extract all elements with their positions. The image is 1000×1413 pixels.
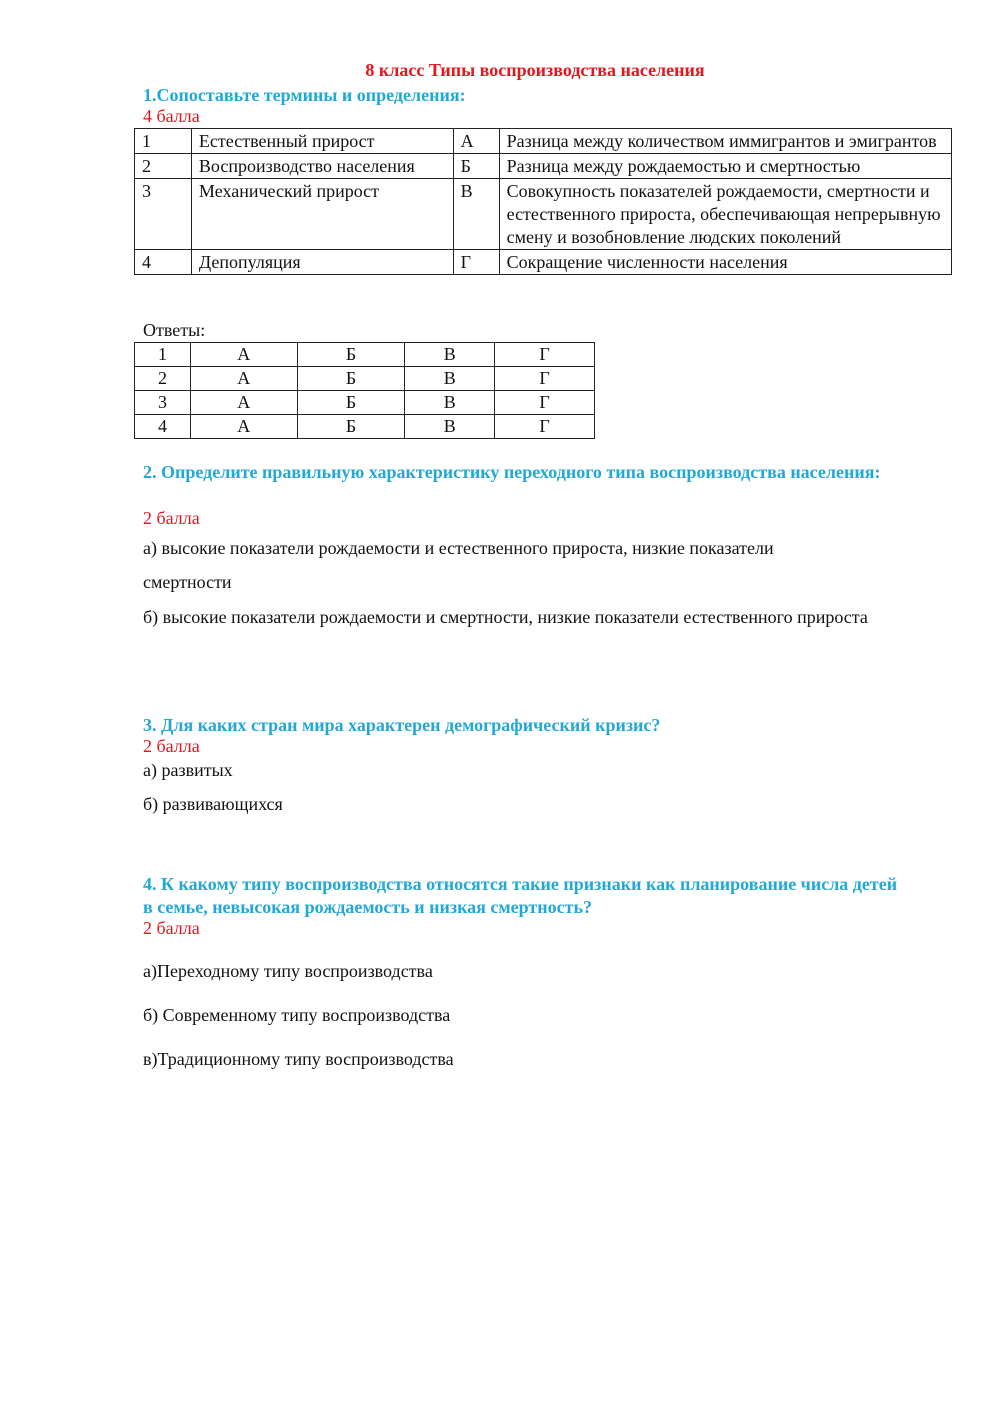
matching-table bbox=[134, 128, 952, 275]
answer-cell[interactable]: А bbox=[190, 367, 297, 391]
answer-cell[interactable]: Б bbox=[297, 415, 405, 439]
q3-option-b[interactable]: б) развивающихся bbox=[143, 794, 283, 814]
table-row bbox=[135, 415, 595, 439]
q4-points: 2 балла bbox=[143, 918, 200, 938]
letter-cell: А bbox=[453, 129, 499, 154]
answer-cell[interactable]: В bbox=[405, 367, 495, 391]
definition-cell: Разница между рождаемостью и смертностью bbox=[499, 154, 951, 179]
row-number: 3 bbox=[135, 179, 192, 250]
answer-cell[interactable]: Б bbox=[297, 367, 405, 391]
row-number: 1 bbox=[135, 129, 192, 154]
answer-number: 2 bbox=[135, 367, 191, 391]
q2-points: 2 балла bbox=[143, 508, 200, 528]
letter-cell: В bbox=[453, 179, 499, 250]
table-row bbox=[135, 179, 952, 250]
answer-cell[interactable]: Г bbox=[495, 391, 595, 415]
answers-table bbox=[134, 342, 595, 439]
answers-label: Ответы: bbox=[143, 320, 206, 340]
page-title: 8 класс Типы воспроизводства населения bbox=[365, 60, 705, 80]
answer-cell[interactable]: Б bbox=[297, 391, 405, 415]
definition-cell: Совокупность показателей рождаемости, смертности и естественного прироста, обеспечивающая непрерывную смену и возобновление людских поколений bbox=[499, 179, 951, 250]
q2-option-a[interactable]: а) высокие показатели рождаемости и естественного прироста, низкие показатели смертности bbox=[143, 538, 774, 592]
q1-points: 4 балла bbox=[143, 106, 200, 126]
answer-number: 1 bbox=[135, 343, 191, 367]
answer-number: 4 bbox=[135, 415, 191, 439]
letter-cell: Г bbox=[453, 250, 499, 275]
table-row bbox=[135, 343, 595, 367]
answer-cell[interactable]: А bbox=[190, 343, 297, 367]
answer-cell[interactable]: Г bbox=[495, 415, 595, 439]
q3-heading: 3. Для каких стран мира характерен демографический кризис? bbox=[143, 715, 661, 735]
term-cell: Естественный прирост bbox=[191, 129, 453, 154]
answer-cell[interactable]: Б bbox=[297, 343, 405, 367]
answer-cell[interactable]: Г bbox=[495, 343, 595, 367]
q4-option-a[interactable]: а)Переходному типу воспроизводства bbox=[143, 961, 433, 981]
term-cell: Депопуляция bbox=[191, 250, 453, 275]
answer-cell[interactable]: В bbox=[405, 343, 495, 367]
row-number: 4 bbox=[135, 250, 192, 275]
table-row bbox=[135, 154, 952, 179]
answer-number: 3 bbox=[135, 391, 191, 415]
letter-cell: Б bbox=[453, 154, 499, 179]
q4-heading: 4. К какому типу воспроизводства относятся такие признаки как планирование числа детей в семье, невысокая рождаемость и низкая смертность? bbox=[143, 874, 898, 917]
answer-cell[interactable]: В bbox=[405, 415, 495, 439]
answer-cell[interactable]: А bbox=[190, 391, 297, 415]
q3-option-a[interactable]: а) развитых bbox=[143, 760, 233, 780]
answer-cell[interactable]: А bbox=[190, 415, 297, 439]
table-row bbox=[135, 367, 595, 391]
table-row bbox=[135, 129, 952, 154]
table-row bbox=[135, 391, 595, 415]
definition-cell: Сокращение численности населения bbox=[499, 250, 951, 275]
q1-heading: 1.Сопоставьте термины и определения: bbox=[143, 85, 466, 105]
q2-heading: 2. Определите правильную характеристику переходного типа воспроизводства населения: bbox=[143, 462, 881, 482]
term-cell: Воспроизводство населения bbox=[191, 154, 453, 179]
answer-cell[interactable]: Г bbox=[495, 367, 595, 391]
definition-cell: Разница между количеством иммигрантов и эмигрантов bbox=[499, 129, 951, 154]
term-cell: Механический прирост bbox=[191, 179, 453, 250]
row-number: 2 bbox=[135, 154, 192, 179]
answer-cell[interactable]: В bbox=[405, 391, 495, 415]
q4-option-c[interactable]: в)Традиционному типу воспроизводства bbox=[143, 1049, 454, 1069]
table-row bbox=[135, 250, 952, 275]
q4-option-b[interactable]: б) Современному типу воспроизводства bbox=[143, 1005, 451, 1025]
q3-points: 2 балла bbox=[143, 736, 200, 756]
q2-option-b[interactable]: б) высокие показатели рождаемости и смертности, низкие показатели естественного прироста bbox=[143, 607, 868, 627]
